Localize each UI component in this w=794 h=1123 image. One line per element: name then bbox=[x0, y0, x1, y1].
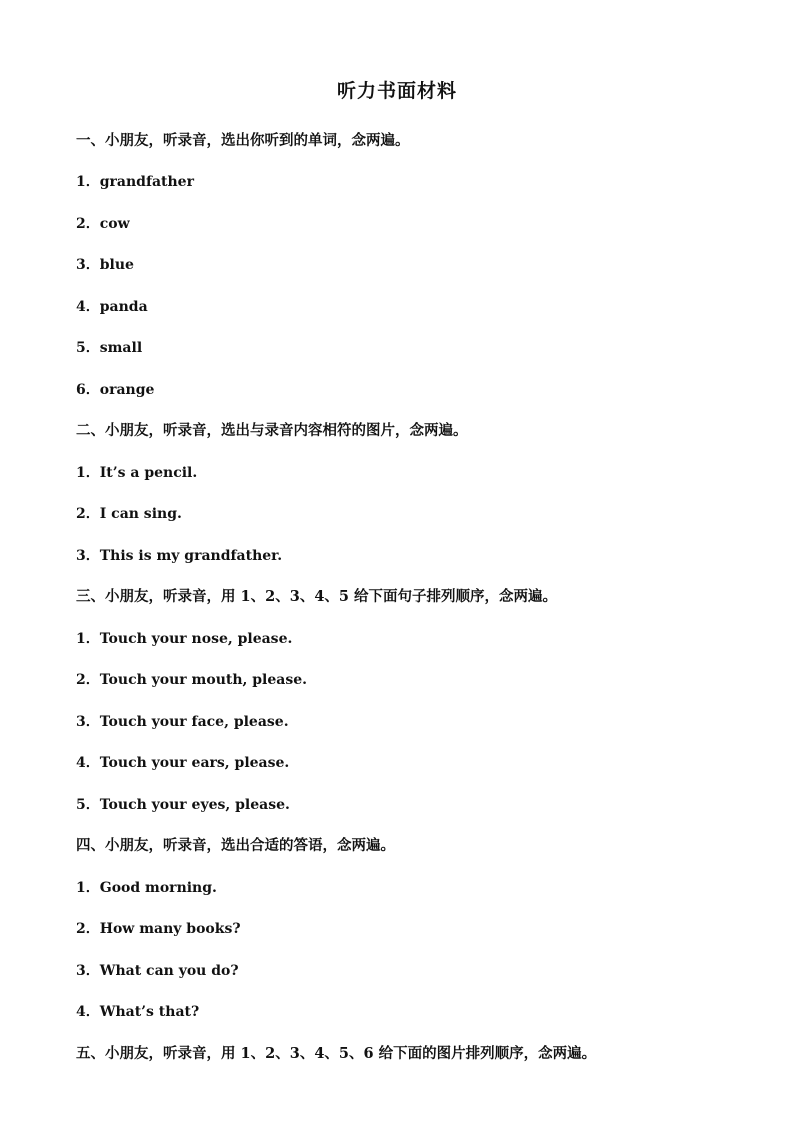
section-4-item-2: 2．How many books? bbox=[76, 921, 241, 937]
section-5-heading: 五、小朋友，听录音，用 1、2、3、4、5、6 给下面的图片排列顺序，念两遍。 bbox=[76, 1045, 597, 1062]
section-1-item-4: 4．panda bbox=[76, 299, 148, 315]
section-1-item-3: 3．blue bbox=[76, 257, 134, 273]
section-3-item-4: 4．Touch your ears, please. bbox=[76, 755, 290, 771]
section-4-item-1: 1．Good morning. bbox=[76, 880, 217, 896]
section-4-item-3: 3．What can you do? bbox=[76, 963, 239, 979]
section-1-item-6: 6．orange bbox=[76, 382, 155, 398]
section-2-item-3: 3．This is my grandfather. bbox=[76, 548, 283, 564]
section-1-item-5: 5．small bbox=[76, 340, 143, 356]
section-4-item-4: 4．What’s that? bbox=[76, 1004, 200, 1020]
section-3-item-3: 3．Touch your face, please. bbox=[76, 714, 289, 730]
section-1-item-2: 2．cow bbox=[76, 216, 130, 232]
section-2-item-1: 1．It’s a pencil. bbox=[76, 465, 198, 481]
section-1-heading: 一、小朋友，听录音，选出你听到的单词，念两遍。 bbox=[76, 132, 410, 149]
section-4-heading: 四、小朋友，听录音，选出合适的答语，念两遍。 bbox=[76, 837, 395, 854]
section-3-item-1: 1．Touch your nose, please. bbox=[76, 631, 293, 647]
section-2-item-2: 2．I can sing. bbox=[76, 506, 182, 522]
section-3-item-2: 2．Touch your mouth, please. bbox=[76, 672, 308, 688]
section-2-heading: 二、小朋友，听录音，选出与录音内容相符的图片，念两遍。 bbox=[76, 422, 468, 439]
section-3-heading: 三、小朋友，听录音，用 1、2、3、4、5 给下面句子排列顺序，念两遍。 bbox=[76, 588, 558, 605]
page-title: 听力书面材料 bbox=[336, 80, 457, 102]
section-3-item-5: 5．Touch your eyes, please. bbox=[76, 797, 290, 813]
section-1-item-1: 1．grandfather bbox=[76, 174, 194, 190]
